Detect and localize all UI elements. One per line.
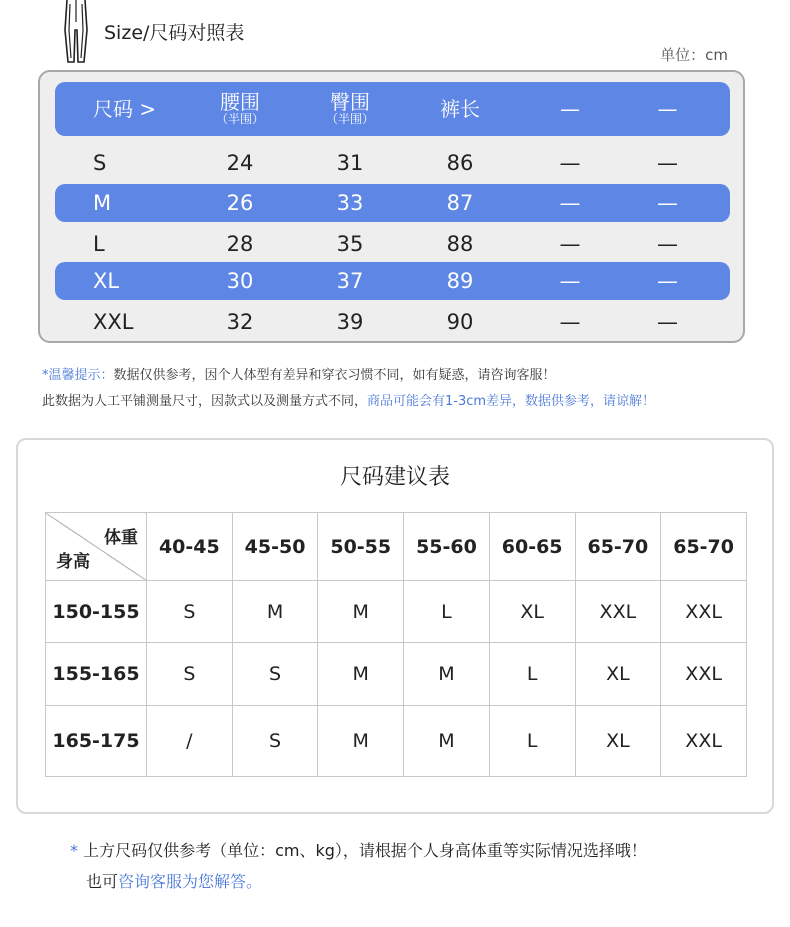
- size-cell: M: [404, 643, 490, 706]
- size-cell: XL: [575, 643, 661, 706]
- size-row: S 24 31 86 — —: [93, 151, 678, 175]
- weight-range: 55-60: [404, 513, 490, 581]
- size-row: L 28 35 88 — —: [93, 232, 678, 256]
- weight-range: 65-70: [661, 513, 747, 581]
- col-header-size: 尺码 >: [93, 96, 157, 121]
- recommendation-title: 尺码建议表: [339, 465, 450, 490]
- size-chart: [38, 70, 745, 343]
- footer-prefix: 也可: [86, 872, 119, 891]
- col-header-empty-1: —: [560, 96, 580, 121]
- height-range: 155-165: [46, 643, 147, 706]
- measure-note: [42, 390, 655, 409]
- size-row: XXL 32 39 90 — —: [93, 310, 678, 334]
- size-cell: S: [147, 643, 233, 706]
- tip-label: *温馨提示：: [42, 368, 114, 383]
- tip-note: [42, 364, 556, 383]
- page-title: Size/尺码对照表: [104, 22, 245, 44]
- size-row: XL 30 37 89 — —: [55, 262, 730, 300]
- footer-note: [70, 838, 647, 861]
- height-range: 165-175: [46, 706, 147, 777]
- table-row: [46, 581, 747, 643]
- col-header-hip: 臀围 （半围）: [325, 90, 374, 127]
- size-cell: XXL: [661, 643, 747, 706]
- size-cell: XL: [575, 706, 661, 777]
- corner-cell: [46, 513, 147, 581]
- weight-range: 40-45: [147, 513, 233, 581]
- size-cell: L: [489, 643, 575, 706]
- table-row: [46, 706, 747, 777]
- size-cell: M: [318, 706, 404, 777]
- measure-blue-text: 商品可能会有1-3cm差异，数据供参考，请谅解！: [367, 394, 656, 409]
- weight-header-row: [46, 513, 747, 581]
- size-row: M 26 33 87 — —: [55, 184, 730, 222]
- weight-range: 45-50: [232, 513, 318, 581]
- size-cell: XXL: [575, 581, 661, 643]
- col-header-waist: 腰围 （半围）: [215, 90, 264, 127]
- pants-icon: [62, 0, 90, 64]
- size-cell: /: [147, 706, 233, 777]
- height-range: 150-155: [46, 581, 147, 643]
- footer-contact: [86, 869, 262, 892]
- customer-service-link[interactable]: 咨询客服为您解答。: [118, 872, 263, 891]
- footer-line1: 上方尺码仅供参考（单位：cm、kg），请根据个人身高体重等实际情况选择哦！: [83, 841, 647, 860]
- size-cell: M: [318, 581, 404, 643]
- tip-text: 数据仅供参考，因个人体型有差异和穿衣习惯不同，如有疑惑，请咨询客服！: [113, 368, 556, 383]
- size-cell: XXL: [661, 706, 747, 777]
- size-cell: XL: [489, 581, 575, 643]
- unit-label: 单位：cm: [660, 46, 728, 64]
- size-cell: S: [147, 581, 233, 643]
- weight-range: 65-70: [575, 513, 661, 581]
- height-label: 身高: [56, 552, 90, 572]
- weight-range: 50-55: [318, 513, 404, 581]
- weight-label: 体重: [104, 528, 138, 548]
- size-cell: S: [232, 643, 318, 706]
- footer-star: *: [70, 841, 78, 860]
- measure-text: 此数据为人工平铺测量尺寸，因款式以及测量方式不同，: [42, 394, 368, 409]
- size-cell: S: [232, 706, 318, 777]
- recommendation-table: [45, 512, 747, 777]
- size-cell: L: [489, 706, 575, 777]
- size-cell: M: [404, 706, 490, 777]
- col-header-length: 裤长: [440, 96, 480, 121]
- size-cell: M: [232, 581, 318, 643]
- size-cell: L: [404, 581, 490, 643]
- col-header-empty-2: —: [657, 96, 678, 121]
- size-chart-header: [55, 82, 730, 136]
- size-cell: XXL: [661, 581, 747, 643]
- size-cell: M: [318, 643, 404, 706]
- weight-range: 60-65: [489, 513, 575, 581]
- table-row: [46, 643, 747, 706]
